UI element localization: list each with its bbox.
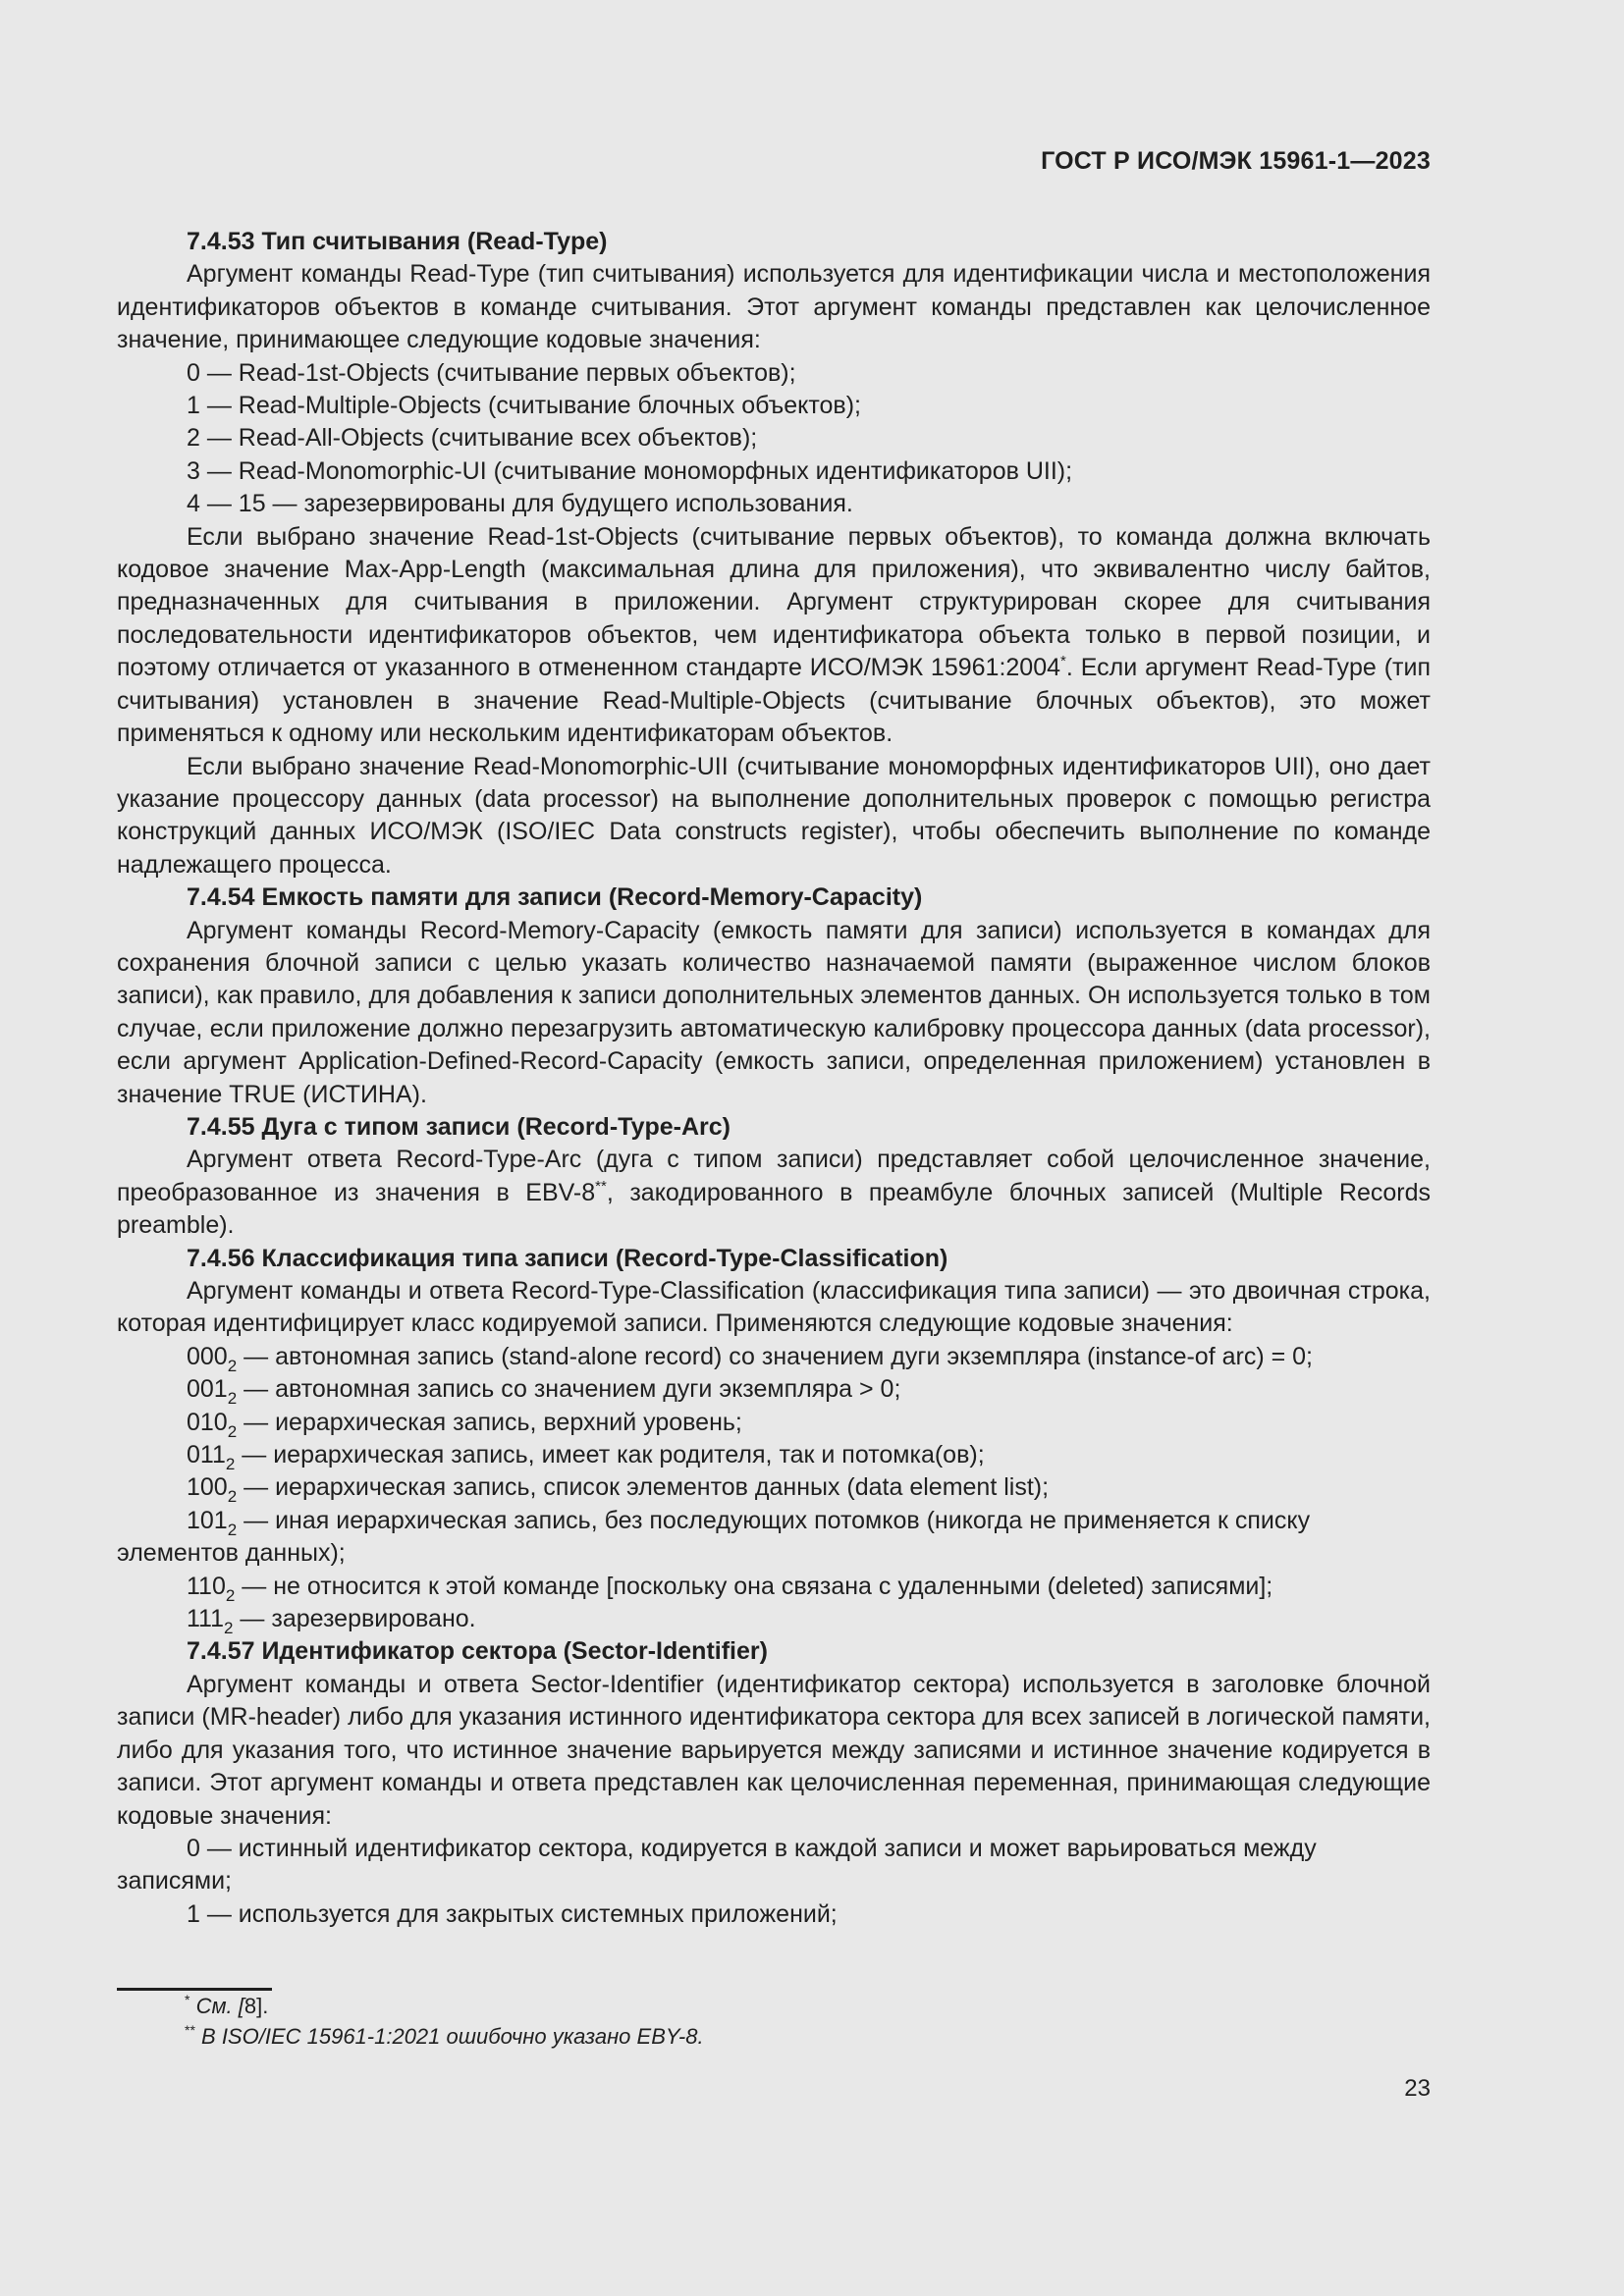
- footnote-1: [117, 1991, 1431, 2021]
- paragraph: Аргумент команды Record-Memory-Capacity (емкость памяти для записи) используется в командах для сохранения блочной записи с целью указать количество назначаемой памяти (выраженное числом блоков записи), как правило, для добавления к записи дополнительных элементов данных. Он используется только в том случае, если приложение должно перезагрузить автоматическую калибровку процессора данных (data processor), если аргумент Application-Defined-Record-Capacity (емкость записи, определенная приложением) установлен в значение TRUE (ИСТИНА).: [117, 916, 1431, 1108]
- radix-subscript: 2: [227, 1356, 238, 1375]
- list-item: 0 — истинный идентификатор сектора, кодируется в каждой записи и может варьироваться между записями;: [117, 1834, 1317, 1896]
- section-heading-7-4-54: 7.4.54 Емкость памяти для записи (Record-Memory-Capacity): [187, 883, 923, 912]
- radix-subscript: 2: [224, 1619, 234, 1638]
- footnote-text: См. [: [195, 1994, 244, 2018]
- paragraph-text: . Если аргумент Read-Type (тип считывания) установлен в значение Read-Multiple-Objects (считывание блочных объектов), это может применяться к одному или нескольким идентификаторам объектов.: [117, 654, 1431, 748]
- footnote-text: В ISO/IEC 15961-1:2021 ошибочно указано EBY-8.: [201, 2024, 704, 2049]
- code-value-item: [117, 1505, 1431, 1571]
- section-heading-7-4-57: 7.4.57 Идентификатор сектора (Sector-Identifier): [187, 1637, 768, 1666]
- binary-code: 001: [187, 1375, 228, 1404]
- list-item: 0 — Read-1st-Objects (считывание первых объектов);: [187, 358, 796, 387]
- footnote-reference: 8: [244, 1994, 257, 2018]
- footnote-2: [117, 2021, 1431, 2052]
- binary-code: 111: [187, 1605, 225, 1633]
- list-item: 2 — Read-All-Objects (считывание всех объектов);: [187, 424, 758, 453]
- radix-subscript: 2: [227, 1389, 238, 1409]
- list-item: 4 — 15 — зарезервированы для будущего использования.: [187, 490, 853, 518]
- paragraph: Аргумент команды и ответа Record-Type-Classification (классификация типа записи) — это двоичная строка, которая идентифицирует класс кодируемой записи. Применяются следующие кодовые значения:: [117, 1277, 1431, 1338]
- paragraph-text: Если выбрано значение Read-1st-Objects (считывание первых объектов), то команда должна включать кодовое значение Max-App-Length (максимальная длина для приложения), что эквивалентно числу байтов, предназначенных для считывания в приложении. Аргумент структурирован скорее для считывания последовательности идентификаторов объектов, чем идентификатора объекта только в первой позиции, и поэтому отличается от указанного в отмененном стандарте ИСО/МЭК 15961:2004: [117, 522, 1431, 682]
- code-value-item: [117, 1341, 1431, 1373]
- paragraph-text: , закодированного в преамбуле блочных записей (Multiple Records preamble).: [117, 1178, 1431, 1240]
- binary-code: 110: [187, 1572, 226, 1600]
- section-heading-7-4-56: 7.4.56 Классификация типа записи (Record-Type-Classification): [187, 1244, 948, 1272]
- list-item: 1 — используется для закрытых системных приложений;: [187, 1899, 838, 1928]
- binary-code: 000: [187, 1342, 228, 1370]
- code-value-item: [117, 1471, 1431, 1507]
- radix-subscript: 2: [225, 1455, 236, 1474]
- footnote-marker: *: [185, 1992, 190, 2007]
- footnote-marker: **: [595, 1177, 607, 1195]
- binary-code: 010: [187, 1408, 228, 1436]
- paragraph: [117, 521, 1431, 751]
- code-description: — не относится к этой команде [поскольку она связана с удаленными (deleted) записями];: [235, 1572, 1273, 1600]
- section-heading-7-4-53: 7.4.53 Тип считывания (Read-Type): [187, 228, 608, 255]
- code-value-item: [117, 1603, 1431, 1638]
- page-number: 23: [1404, 2075, 1431, 2102]
- footnote-marker: **: [185, 2022, 195, 2038]
- code-value-item: [117, 1571, 1431, 1603]
- code-value-item: [117, 1373, 1431, 1409]
- paragraph-text: Аргумент ответа Record-Type-Arc (дуга с типом записи) представляет собой целочисленное значение, преобразованное из значения в EBV-8: [117, 1146, 1431, 1206]
- radix-subscript: 2: [227, 1520, 238, 1539]
- paragraph: Если выбрано значение Read-Monomorphic-UII (считывание мономорфных идентификаторов UII), оно дает указание процессору данных (data processor) на выполнение дополнительных проверок с помощью регистра конструкций данных ИСО/МЭК (ISO/IEC Data constructs register), чтобы обеспечить выполнение по команде надлежащего процесса.: [117, 752, 1431, 879]
- code-description: — автономная запись (stand-alone record) со значением дуги экземпляра (instance-of arc) = 0;: [237, 1342, 1314, 1370]
- code-description: — иная иерархическая запись, без последующих потомков (никогда не применяется к списку элементов данных);: [117, 1506, 1311, 1568]
- radix-subscript: 2: [227, 1421, 238, 1441]
- paragraph: Аргумент команды Read-Type (тип считывания) используется для идентификации числа и местоположения идентификаторов объектов в команде считывания. Этот аргумент команды представлен как целочисленное значение, принимающее следующие кодовые значения:: [117, 260, 1431, 354]
- code-description: — иерархическая запись, список элементов данных (data element list);: [237, 1473, 1050, 1502]
- footnote-marker: *: [1060, 653, 1066, 670]
- list-item: 3 — Read-Monomorphic-UI (считывание мономорфных идентификаторов UII);: [187, 456, 1073, 485]
- binary-code: 011: [187, 1441, 226, 1469]
- footnote-text: ].: [256, 1994, 269, 2018]
- binary-code: 100: [187, 1473, 228, 1502]
- code-description: — иерархическая запись, имеет как родителя, так и потомка(ов);: [235, 1441, 985, 1469]
- document-code-header: ГОСТ Р ИСО/МЭК 15961-1—2023: [1041, 147, 1431, 175]
- main-content: [117, 226, 1431, 1931]
- section-heading-7-4-55: 7.4.55 Дуга с типом записи (Record-Type-Arc): [187, 1112, 731, 1141]
- binary-code: 101: [187, 1506, 228, 1534]
- footnotes: [117, 1988, 1431, 2052]
- code-value-item: [117, 1407, 1431, 1439]
- paragraph: Аргумент команды и ответа Sector-Identifier (идентификатор сектора) используется в заголовке блочной записи (MR-header) либо для указания истинного идентификатора сектора для всех записей в логической памяти, либо для указания того, что истинное значение варьируется между записями и истинное значение кодируется в записи. Этот аргумент команды и ответа представлен как целочисленная переменная, принимающая следующие кодовые значения:: [117, 1670, 1431, 1830]
- code-value-item: [117, 1439, 1431, 1474]
- code-description: — автономная запись со значением дуги экземпляра > 0;: [237, 1375, 901, 1404]
- list-item: 1 — Read-Multiple-Objects (считывание блочных объектов);: [187, 392, 861, 420]
- code-description: — зарезервировано.: [233, 1605, 476, 1633]
- radix-subscript: 2: [227, 1487, 238, 1507]
- radix-subscript: 2: [225, 1585, 236, 1605]
- code-description: — иерархическая запись, верхний уровень;: [237, 1408, 742, 1436]
- paragraph: [117, 1144, 1431, 1242]
